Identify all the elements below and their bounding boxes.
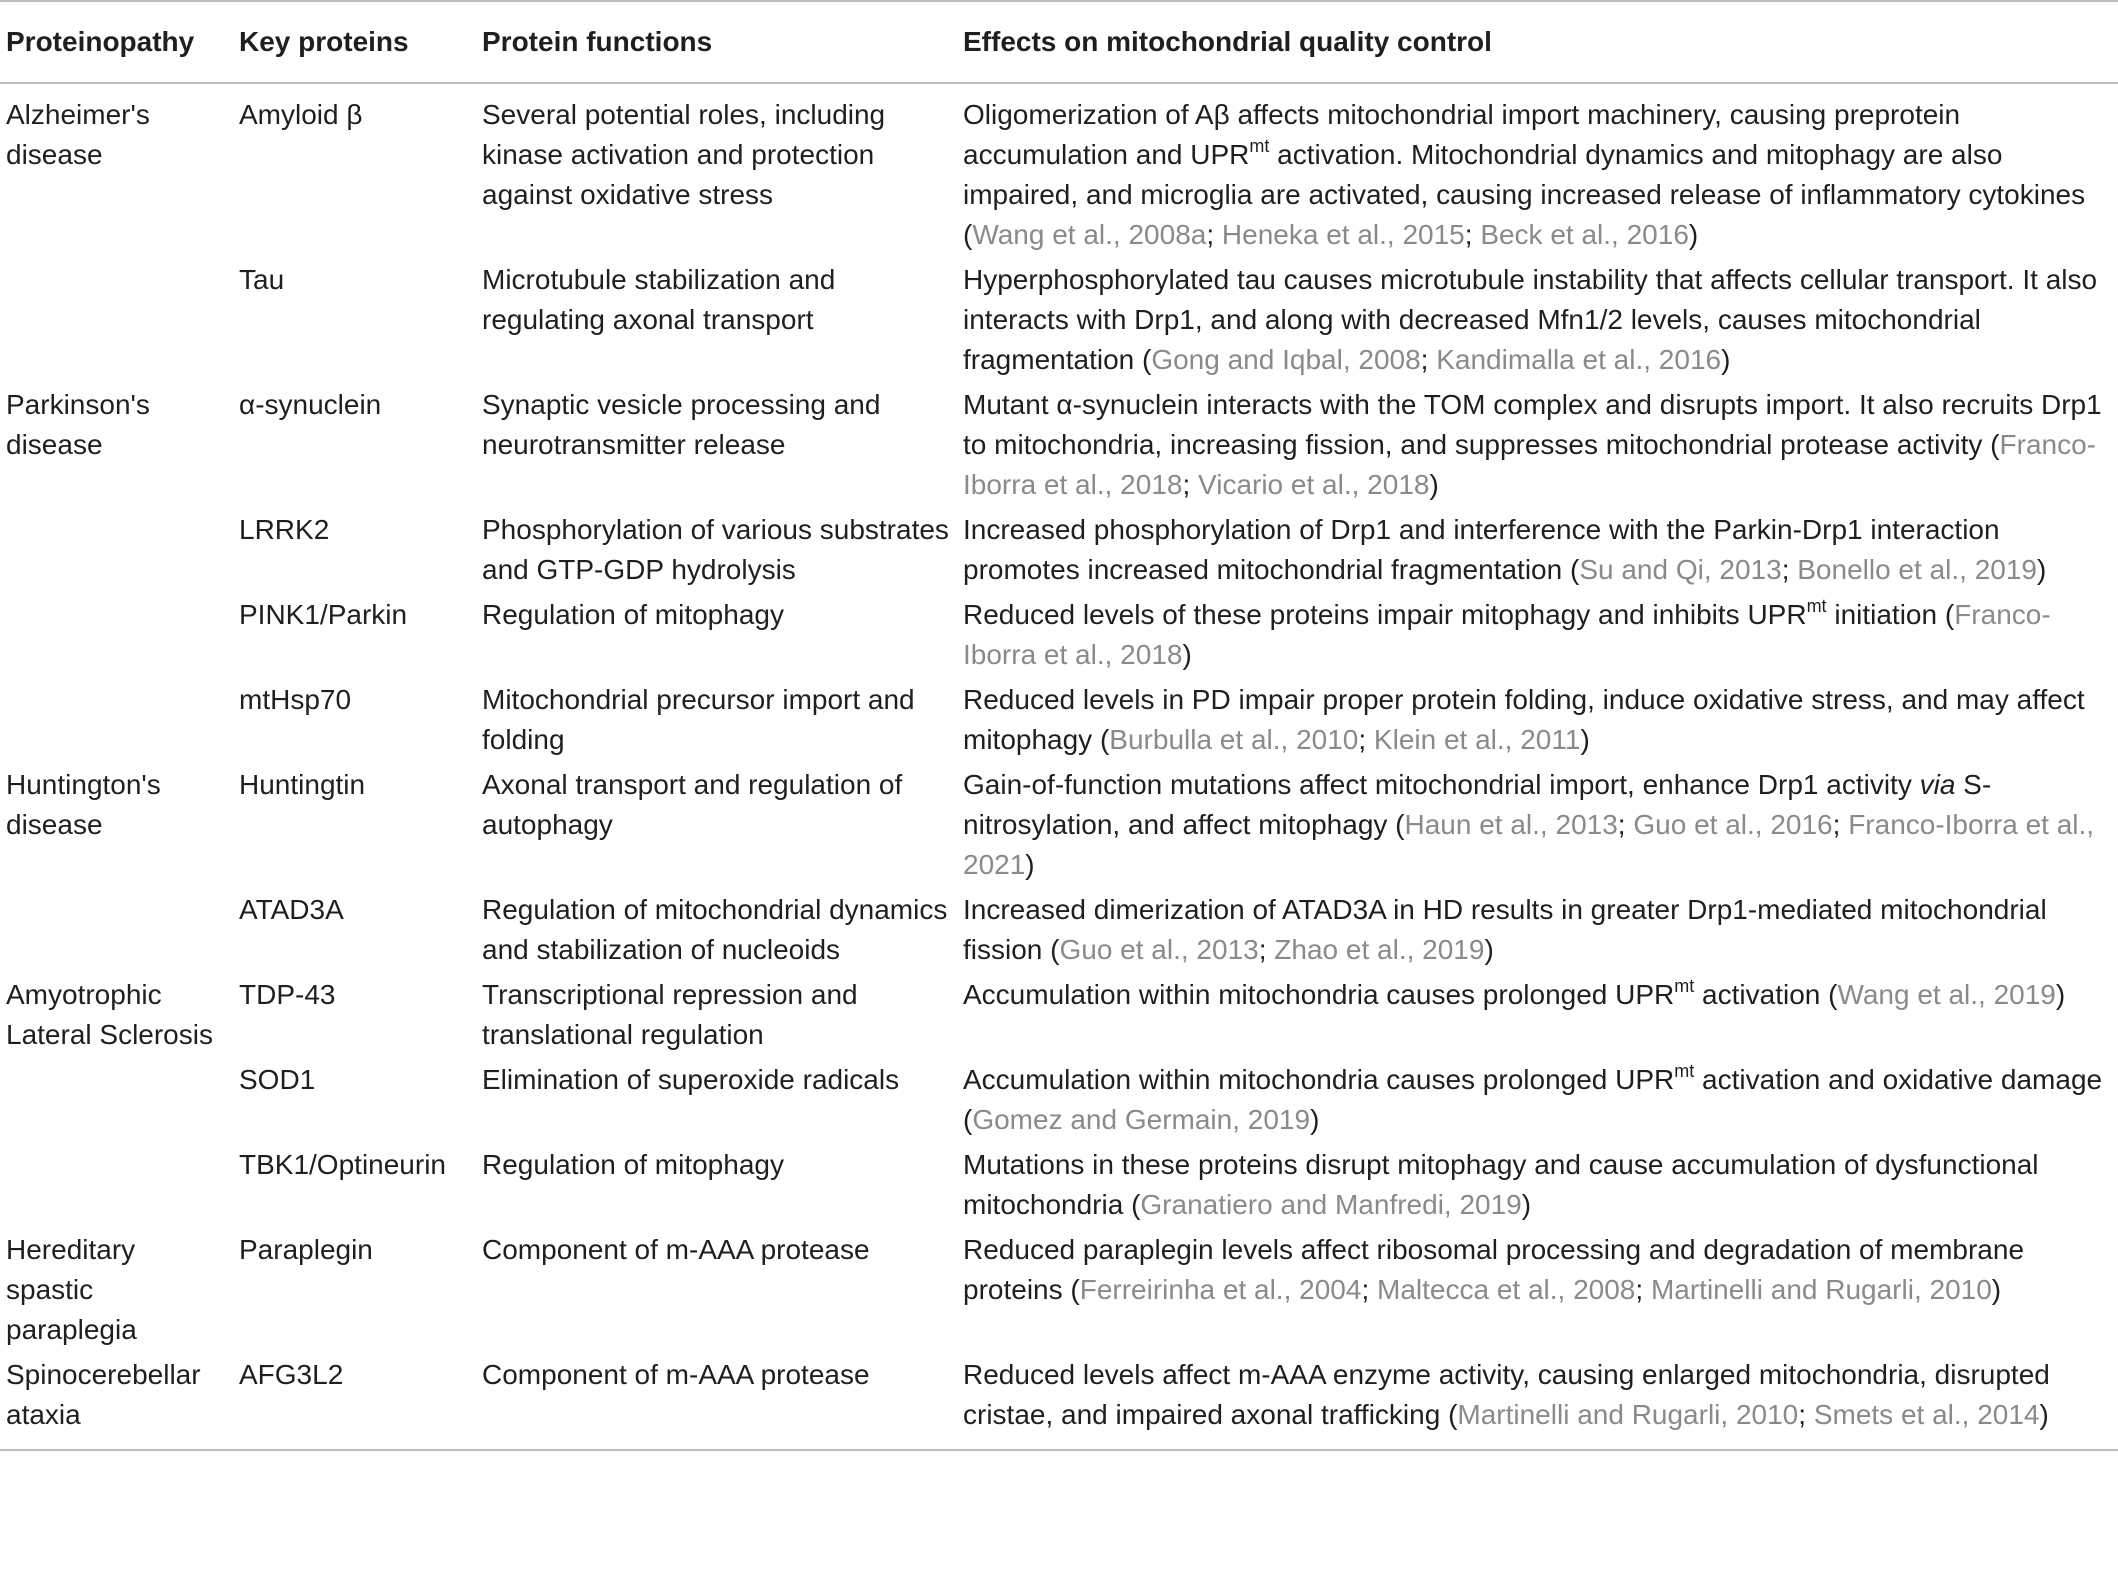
cell-protein-function: Several potential roles, including kinase activation and protection against oxidative stress	[482, 99, 886, 210]
cell-key-protein: TDP-43	[239, 979, 336, 1010]
cell-key-protein: SOD1	[239, 1064, 316, 1095]
cell-proteinopathy	[0, 1060, 233, 1145]
citation-link[interactable]: Franco-Iborra et al., 2021	[963, 809, 2095, 880]
effect-text: activation. Mitochondrial dynamics and mitophagy are also impaired, and microglia are activated, causing increased release of inflammatory cytokines (	[963, 139, 2086, 250]
cell-protein-function: Phosphorylation of various substrates and GTP-GDP hydrolysis	[482, 514, 949, 585]
effect-text: )	[1429, 469, 1439, 500]
effect-text: Reduced levels of these proteins impair mitophagy and inhibits UPR	[963, 599, 1807, 630]
cell-proteinopathy	[0, 680, 233, 765]
table-row	[0, 260, 2118, 385]
cell-protein-function: Component of m-AAA protease	[482, 1234, 870, 1265]
effect-text: ;	[1361, 1274, 1377, 1305]
superscript: mt	[1674, 1061, 1695, 1081]
table-row	[0, 1230, 2118, 1355]
cell-protein-function: Regulation of mitophagy	[482, 1149, 784, 1180]
effect-text: )	[2037, 554, 2047, 585]
cell-effect	[957, 83, 2118, 260]
effect-text: ;	[1258, 934, 1275, 965]
cell-key-protein: α-synuclein	[239, 389, 382, 420]
citation-link[interactable]: Vicario et al., 2018	[1198, 469, 1430, 500]
effect-text: Reduced levels affect m-AAA enzyme activity, causing enlarged mitochondria, disrupted cristae, and impaired axonal trafficking (	[963, 1359, 2050, 1430]
cell-proteinopathy: Huntington's disease	[6, 769, 161, 840]
cell-key-protein: PINK1/Parkin	[239, 599, 408, 630]
citation-link[interactable]: Klein et al., 2011	[1373, 724, 1581, 755]
effect-text: ;	[1182, 469, 1199, 500]
effect-text: activation and oxidative damage (	[963, 1064, 2103, 1135]
table-row	[0, 890, 2118, 975]
effect-text: Reduced levels in PD impair proper protein folding, induce oxidative stress, and may affect mitophagy (	[963, 684, 2085, 755]
table-row	[0, 1060, 2118, 1145]
effect-text: ;	[1635, 1274, 1651, 1305]
table-row	[0, 765, 2118, 890]
effect-text: Increased phosphorylation of Drp1 and interference with the Parkin-Drp1 interaction promotes increased mitochondrial fragmentation (	[963, 514, 2000, 585]
cell-effect	[957, 1145, 2118, 1230]
effect-text: initiation (	[1826, 599, 1955, 630]
citation-link[interactable]: Guo et al., 2013	[1059, 934, 1259, 965]
effect-text: )	[1310, 1104, 1320, 1135]
table-row	[0, 975, 2118, 1060]
table-row	[0, 1355, 2118, 1450]
cell-effect	[957, 890, 2118, 975]
table-row	[0, 83, 2118, 260]
header-effects: Effects on mitochondrial quality control	[957, 1, 2118, 83]
effect-text: )	[1025, 849, 1035, 880]
effect-text: ;	[1464, 219, 1481, 250]
citation-link[interactable]: Zhao et al., 2019	[1274, 934, 1485, 965]
table-row	[0, 385, 2118, 510]
citation-link[interactable]: Haun et al., 2013	[1404, 809, 1618, 840]
effect-text: ;	[1206, 219, 1222, 250]
citation-link[interactable]: Su and Qi, 2013	[1579, 554, 1782, 585]
cell-proteinopathy	[0, 260, 233, 385]
cell-key-protein: LRRK2	[239, 514, 330, 545]
table-row	[0, 510, 2118, 595]
superscript: mt	[1806, 596, 1827, 616]
citation-link[interactable]: Burbulla et al., 2010	[1109, 724, 1359, 755]
effect-text: Increased dimerization of ATAD3A in HD results in greater Drp1-mediated mitochondrial fission (	[963, 894, 2047, 965]
cell-effect	[957, 595, 2118, 680]
effect-text: S-nitrosylation, and affect mitophagy (	[963, 769, 1992, 840]
table-row	[0, 680, 2118, 765]
cell-effect	[957, 1230, 2118, 1355]
cell-protein-function: Regulation of mitophagy	[482, 599, 784, 630]
citation-link[interactable]: Smets et al., 2014	[1813, 1399, 2040, 1430]
effect-text: )	[1991, 1274, 2002, 1305]
effect-text: Hyperphosphorylated tau causes microtubule instability that affects cellular transport. It also interacts with Drp1, and along with decreased Mfn1/2 levels, causes mitochondrial fragmentation (	[963, 264, 2098, 375]
cell-proteinopathy	[0, 890, 233, 975]
cell-key-protein: mtHsp70	[239, 684, 352, 715]
effect-text: Mutant α-synuclein interacts with the TOM complex and disrupts import. It also recruits Drp1 to mitochondria, increasing fission, and suppresses mitochondrial protease activity (	[963, 389, 2102, 460]
cell-protein-function: Axonal transport and regulation of autophagy	[482, 769, 903, 840]
citation-link[interactable]: Martinelli and Rugarli, 2010	[1650, 1274, 1992, 1305]
header-row	[0, 1, 2118, 83]
effect-text: Gain-of-function mutations affect mitochondrial import, enhance Drp1 activity	[963, 769, 1920, 800]
effect-text: ;	[1420, 344, 1437, 375]
cell-effect	[957, 975, 2118, 1060]
superscript: mt	[1249, 136, 1270, 156]
citation-link[interactable]: Gomez and Germain, 2019	[972, 1104, 1311, 1135]
table-body	[0, 83, 2118, 1450]
cell-effect	[957, 1060, 2118, 1145]
citation-link[interactable]: Bonello et al., 2019	[1797, 554, 2037, 585]
cell-effect	[957, 510, 2118, 595]
effect-text: )	[2039, 1399, 2049, 1430]
italic-text: via	[1919, 769, 1956, 800]
effect-text: Reduced paraplegin levels affect ribosomal processing and degradation of membrane proteins (	[963, 1234, 2025, 1305]
cell-proteinopathy: Parkinson's disease	[6, 389, 150, 460]
effect-text: ;	[1832, 809, 1849, 840]
superscript: mt	[1674, 976, 1695, 996]
table-row	[0, 595, 2118, 680]
effect-text: )	[1688, 219, 1699, 250]
effect-text: ;	[1798, 1399, 1814, 1430]
cell-effect	[957, 1355, 2118, 1450]
citation-link[interactable]: Franco-Iborra et al., 2018	[963, 429, 2096, 500]
cell-proteinopathy	[0, 510, 233, 595]
cell-protein-function: Synaptic vesicle processing and neurotransmitter release	[482, 389, 881, 460]
header-proteinopathy: Proteinopathy	[0, 1, 233, 83]
citation-link[interactable]: Beck et al., 2016	[1480, 219, 1689, 250]
cell-key-protein: Amyloid β	[239, 99, 363, 130]
cell-protein-function: Transcriptional repression and translational regulation	[482, 979, 858, 1050]
cell-key-protein: TBK1/Optineurin	[239, 1149, 446, 1180]
cell-key-protein: Tau	[239, 264, 285, 295]
effect-text: ;	[1617, 809, 1634, 840]
cell-effect	[957, 385, 2118, 510]
citation-link[interactable]: Guo et al., 2016	[1633, 809, 1833, 840]
effect-text: )	[1484, 934, 1494, 965]
citation-link[interactable]: Franco-Iborra et al., 2018	[963, 599, 2051, 670]
cell-protein-function: Mitochondrial precursor import and folding	[482, 684, 915, 755]
cell-proteinopathy: Spinocerebellar ataxia	[0, 1355, 233, 1450]
header-key-proteins: Key proteins	[233, 1, 476, 83]
cell-proteinopathy: Amyotrophic Lateral Sclerosis	[6, 979, 213, 1050]
table-row	[0, 1145, 2118, 1230]
effect-text: )	[1182, 639, 1192, 670]
effect-text: )	[1721, 344, 1731, 375]
cell-effect	[957, 765, 2118, 890]
cell-proteinopathy: Alzheimer's disease	[6, 99, 150, 170]
cell-protein-function: Elimination of superoxide radicals	[482, 1064, 900, 1095]
cell-key-protein: Paraplegin	[239, 1234, 373, 1265]
effect-text: Mutations in these proteins disrupt mitophagy and cause accumulation of dysfunctional mitochondria (	[963, 1149, 2039, 1220]
citation-link[interactable]: Martinelli and Rugarli, 2010	[1457, 1399, 1799, 1430]
effect-text: Accumulation within mitochondria causes prolonged UPR	[963, 979, 1675, 1010]
citation-link[interactable]: Ferreirinha et al., 2004	[1079, 1274, 1362, 1305]
citation-link[interactable]: Heneka et al., 2015	[1221, 219, 1465, 250]
header-protein-functions: Protein functions	[476, 1, 957, 83]
effect-text: Oligomerization of Aβ affects mitochondrial import machinery, causing preprotein accumulation and UPR	[963, 99, 1961, 170]
effect-text: )	[1580, 724, 1590, 755]
citation-link[interactable]: Wang et al., 2008a	[972, 219, 1207, 250]
cell-protein-function: Regulation of mitochondrial dynamics and stabilization of nucleoids	[482, 894, 948, 965]
cell-key-protein: AFG3L2	[233, 1355, 476, 1450]
table-header	[0, 1, 2118, 83]
cell-proteinopathy	[0, 1145, 233, 1230]
cell-proteinopathy: Hereditary spastic paraplegia	[6, 1234, 137, 1345]
cell-protein-function: Component of m-AAA protease	[476, 1355, 957, 1450]
citation-link[interactable]: Granatiero and Manfredi, 2019	[1140, 1189, 1522, 1220]
citation-link[interactable]: Maltecca et al., 2008	[1377, 1274, 1636, 1305]
citation-link[interactable]: Gong and Iqbal, 2008	[1151, 344, 1421, 375]
cell-effect	[957, 260, 2118, 385]
citation-link[interactable]: Wang et al., 2019	[1837, 979, 2056, 1010]
cell-effect	[957, 680, 2118, 765]
cell-key-protein: Huntingtin	[239, 769, 366, 800]
effect-text: )	[1521, 1189, 1532, 1220]
effect-text: ;	[1781, 554, 1798, 585]
effect-text: activation (	[1694, 979, 1838, 1010]
effect-text: )	[2055, 979, 2066, 1010]
effect-text: ;	[1358, 724, 1374, 755]
citation-link[interactable]: Kandimalla et al., 2016	[1436, 344, 1722, 375]
cell-proteinopathy	[0, 595, 233, 680]
effect-text: Accumulation within mitochondria causes prolonged UPR	[963, 1064, 1675, 1095]
cell-protein-function: Microtubule stabilization and regulating axonal transport	[482, 264, 836, 335]
cell-key-protein: ATAD3A	[239, 894, 344, 925]
